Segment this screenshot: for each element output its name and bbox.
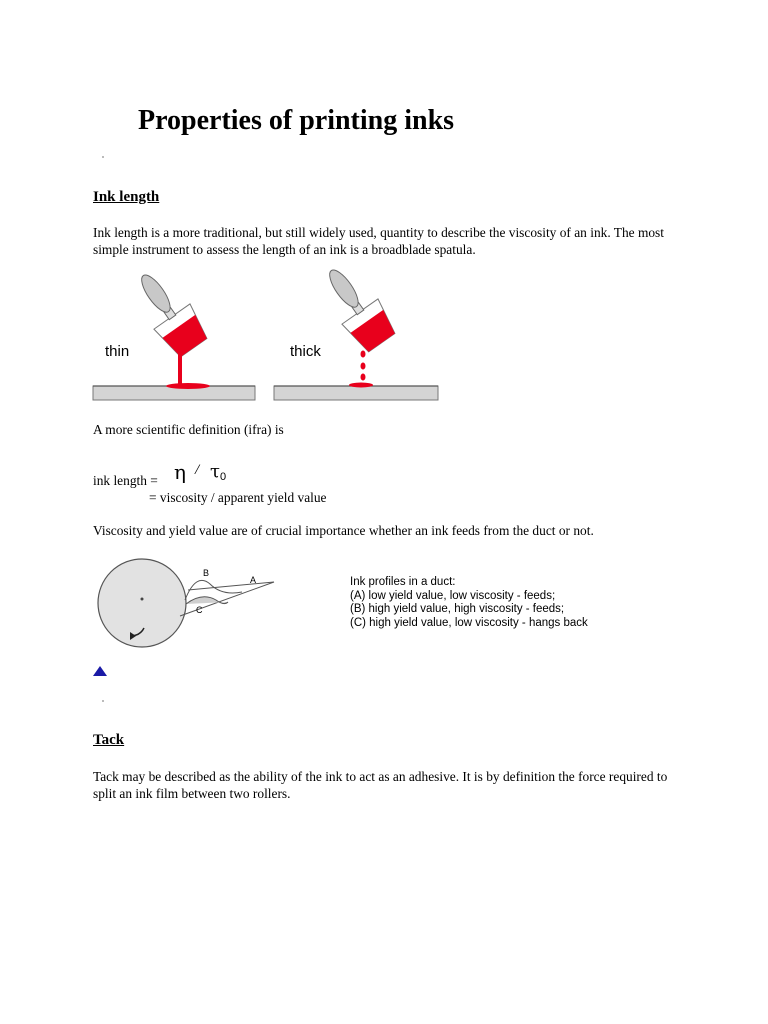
profile-c: (C) high yield value, low viscosity - hangs back — [350, 616, 588, 629]
thin-ink-illustration — [93, 268, 255, 400]
formula-words: = viscosity / apparent yield value — [149, 490, 327, 505]
decorative-dot — [102, 156, 104, 158]
profile-b: (B) high yield value, high viscosity - feeds; — [350, 603, 565, 615]
duct-label-a: A — [250, 575, 257, 585]
up-triangle-icon[interactable] — [93, 666, 107, 676]
thick-ink-illustration — [274, 268, 438, 400]
thin-label: thin — [105, 343, 130, 360]
ink-length-intro: Ink length is a more traditional, but still widely used, quantity to describe the viscosity of an ink. The most simple instrument to assess the length of an ink is a broadblade spatula. — [93, 225, 664, 257]
importance-text: Viscosity and yield value are of crucial importance whether an ink feeds from the duct or not. — [93, 523, 594, 538]
profiles-title: Ink profiles in a duct: — [350, 576, 456, 588]
duct-label-b: B — [203, 568, 210, 578]
page-title: Properties of printing inks — [138, 105, 455, 136]
decorative-dot — [102, 700, 104, 702]
thick-label: thick — [290, 343, 321, 360]
duct-label-c: C — [196, 605, 203, 615]
section-heading-tack: Tack — [93, 732, 125, 748]
tack-text: Tack may be described as the ability of the ink to act as an adhesive. It is by definition the force required to split an ink film between two rollers. — [93, 769, 668, 801]
profile-a: (A) low yield value, low viscosity - feeds; — [350, 589, 556, 602]
ink-duct-figure — [92, 556, 282, 660]
definition-intro: A more scientific definition (ifra) is — [93, 422, 284, 437]
tau-symbol: τ — [210, 461, 220, 482]
formula-slash: / — [195, 462, 200, 478]
tau-subscript: 0 — [220, 471, 227, 483]
formula-lhs: ink length = — [93, 473, 158, 488]
section-heading-ink-length: Ink length — [93, 189, 160, 205]
spatula-figure — [90, 268, 450, 408]
duct-profiles-caption — [350, 576, 588, 630]
eta-symbol: η — [174, 460, 186, 484]
